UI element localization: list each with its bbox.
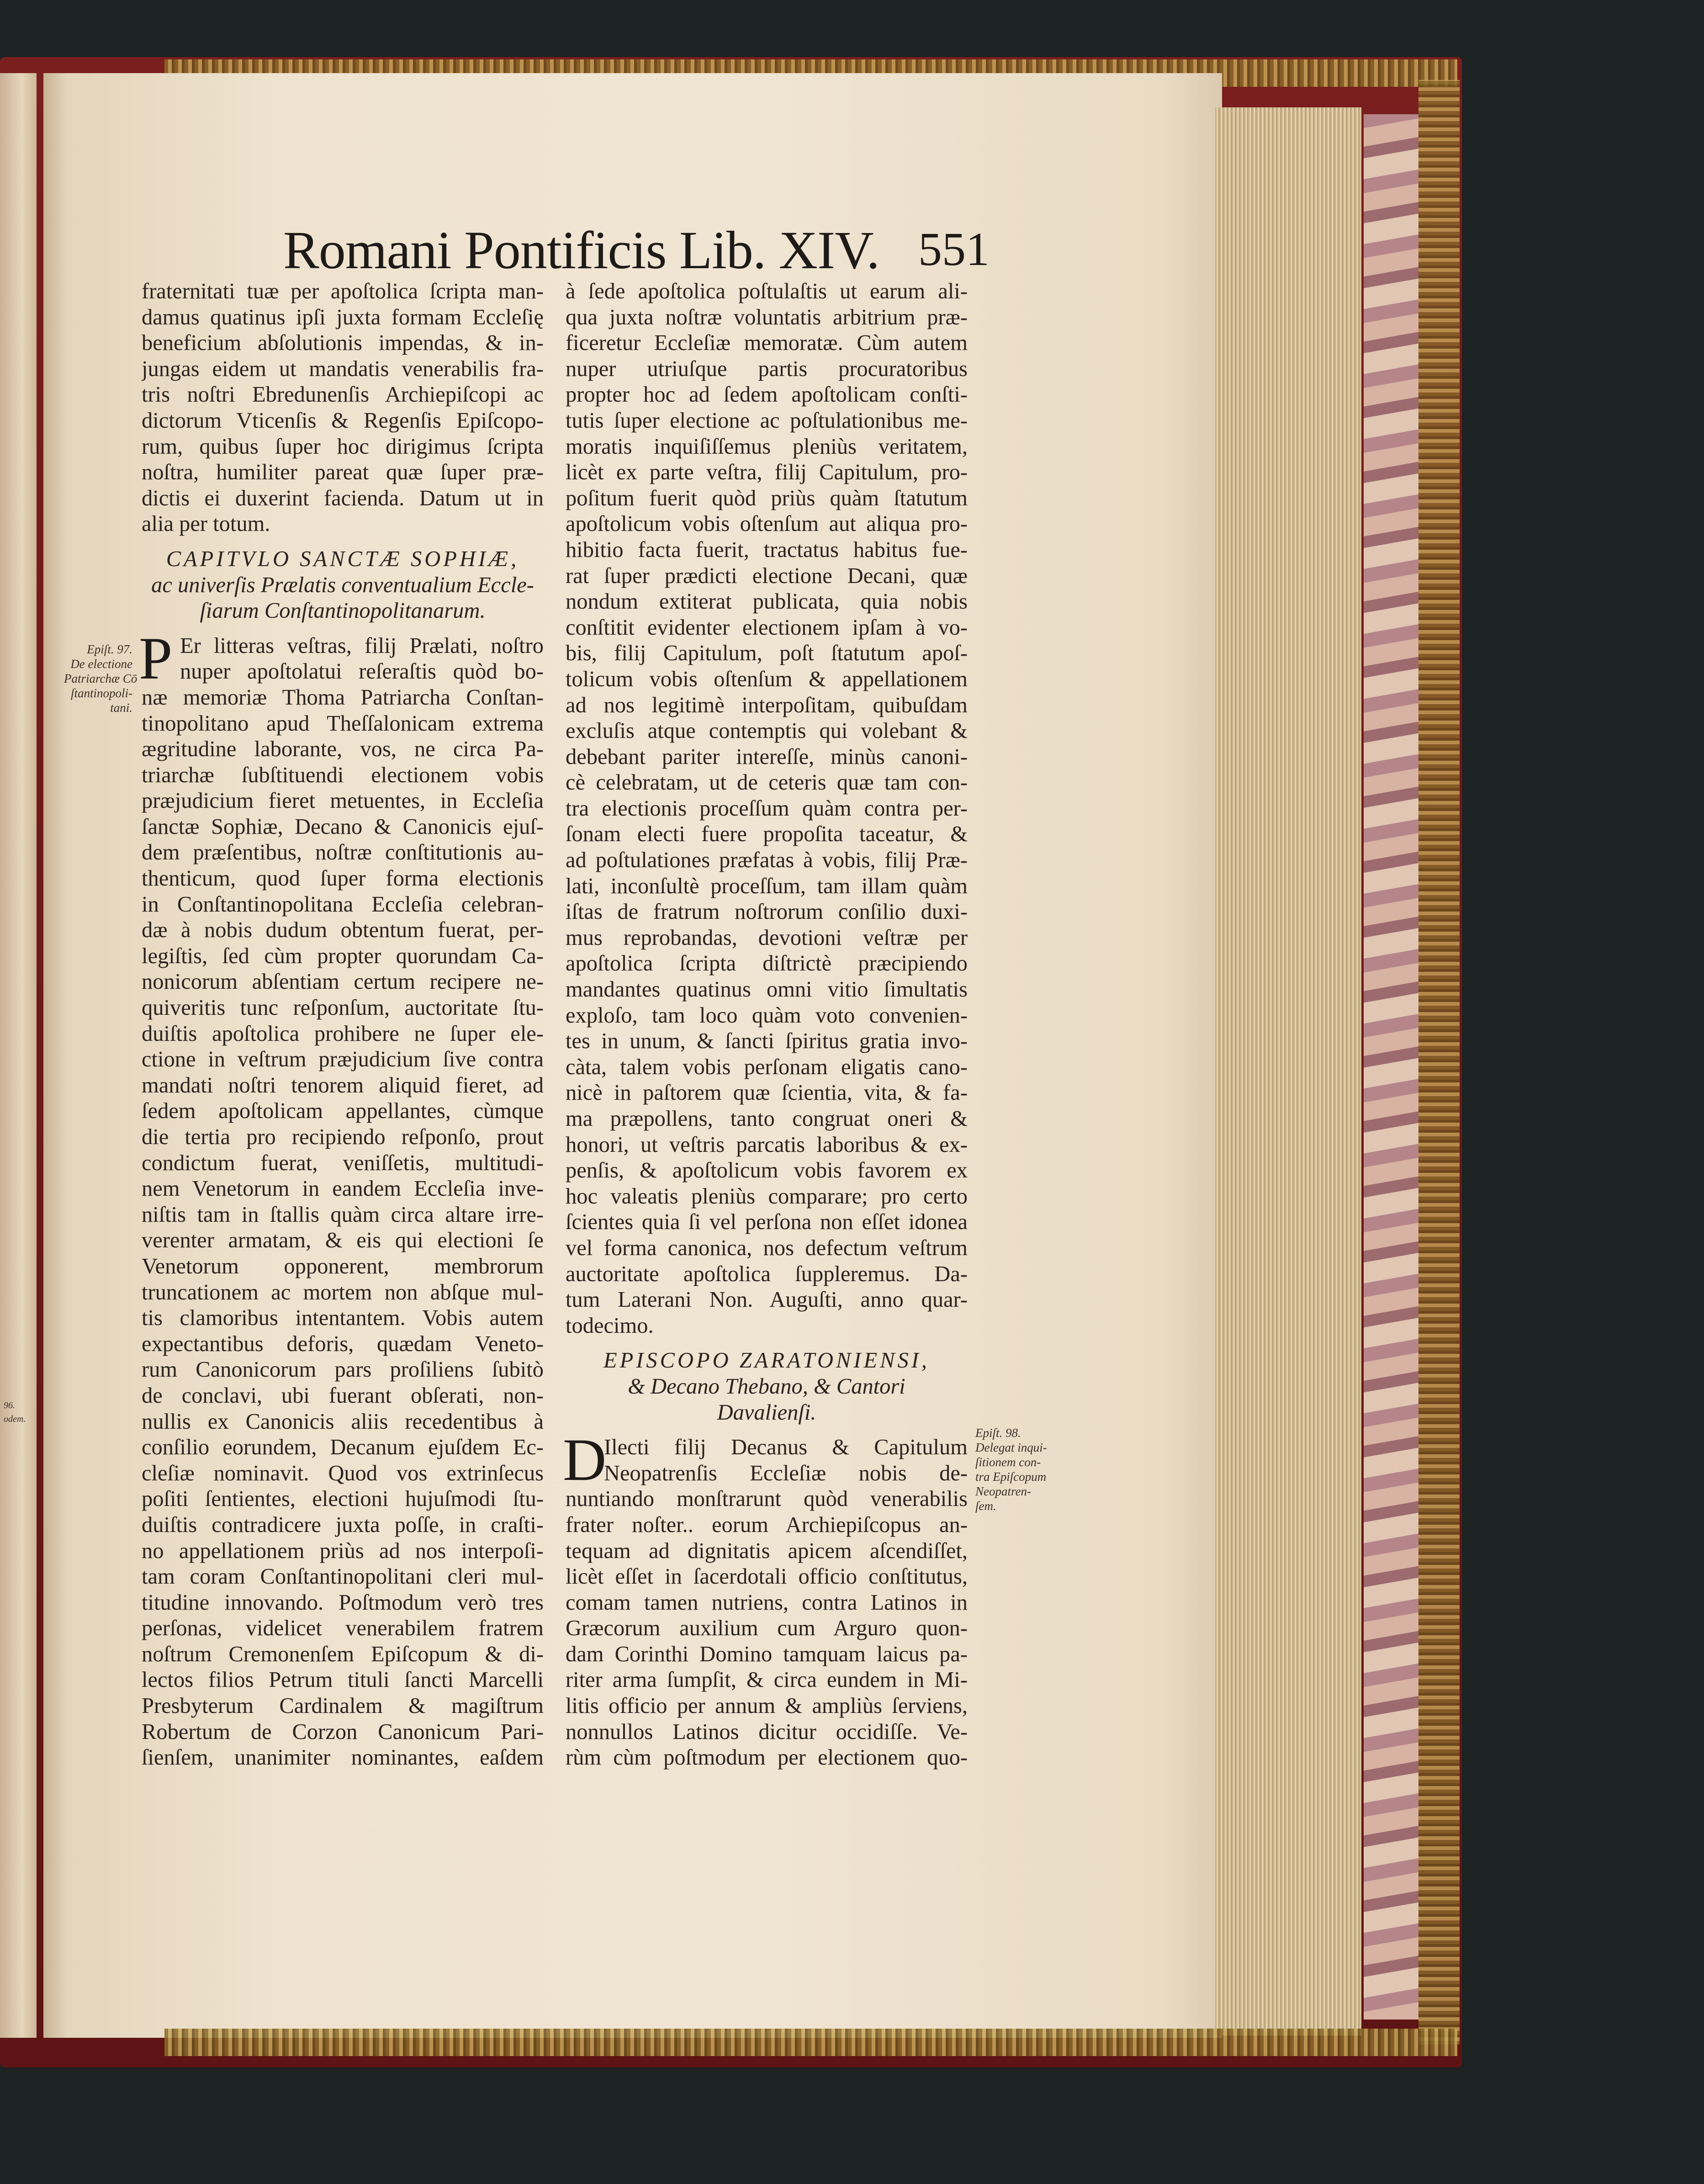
- text-line: jungas eidem ut mandatis venerabilis fra-: [142, 356, 544, 381]
- text-line: ſanctæ Sophiæ, Decano & Canonicis ejuſ-: [142, 814, 544, 839]
- page-block-edges: [1215, 107, 1361, 2036]
- text-line: frater noſter.. eorum Archiepiſcopus an-: [566, 1512, 968, 1537]
- text-line: rat ſuper prædicti electione Decani, quæ: [566, 563, 968, 588]
- text-column-right: [563, 279, 968, 1771]
- text-line: rùm cùm poſtmodum per electionem quo-: [566, 1745, 968, 1770]
- paragraph-closing: [142, 279, 544, 537]
- left-page-edge: [0, 73, 37, 2038]
- text-line: nullis ex Canonicis aliis recedentibus à: [142, 1409, 544, 1434]
- margin-note-line: Epiſt. 98.: [975, 1426, 1021, 1440]
- text-line: conſilio eorundem, Decanum ejuſdem Ec-: [142, 1435, 544, 1460]
- text-line: truncationem ac mortem non abſque mul-: [142, 1280, 544, 1304]
- text-line: verenter armatam, & eis qui electioni ſe: [142, 1228, 544, 1253]
- letter-body: [563, 1426, 968, 1771]
- text-line: tris noſtri Ebredunenſis Archiepiſcopi ac: [142, 382, 544, 407]
- text-column-left: [139, 279, 544, 1771]
- text-line: lectos filios Petrum tituli ſancti Marcelli: [142, 1668, 544, 1692]
- text-line: triarchæ ſubſtituendi electionem vobis: [142, 763, 544, 787]
- text-line: excluſis atque contemptis qui volebant &: [566, 719, 968, 743]
- text-line: apoſtolicum vobis oſtenſum aut aliqua pro-: [566, 512, 968, 536]
- text-line: rum Canonicorum pars proſiliens ſubitò: [142, 1357, 544, 1382]
- text-line: riter arma ſumpſit, & circa eundem in Mi-: [566, 1668, 968, 1692]
- text-line: tinopolitano apud Theſſalonicam extrema: [142, 711, 544, 736]
- text-line: nondum extiterat publicata, quia nobis: [566, 589, 968, 614]
- text-line: ſcientes quia ſi vel perſona non eſſet idonea: [566, 1210, 968, 1235]
- margin-note-line: tra Epiſcopum: [975, 1470, 1047, 1484]
- text-line: noſtrum Cremonenſem Epiſcopum & di-: [142, 1642, 544, 1666]
- text-line: ctione in veſtrum præjudicium ſive contra: [142, 1047, 544, 1072]
- text-line: Venetorum opponerent, membrorum: [142, 1254, 544, 1278]
- text-line: cleſiæ nominavit. Quod vos extrinſecus: [142, 1461, 544, 1485]
- text-line: beneficium abſolutionis impendas, & in-: [142, 331, 544, 355]
- text-line: fraternitati tuæ per apoſtolica ſcripta man-: [142, 279, 544, 303]
- text-line: dictorum Vticenſis & Regenſis Epiſcopo-: [142, 408, 544, 433]
- text-line: ſedem apoſtolicam appellantes, cùmque: [142, 1099, 544, 1124]
- text-line: auctoritate apoſtolica ſuppleremus. Da-: [566, 1262, 968, 1286]
- text-line: vel forma canonica, nos defectum veſtrum: [566, 1235, 968, 1260]
- text-line: thenticum, quod ſuper forma electionis: [142, 866, 544, 891]
- margin-note-line: ſtantinopoli-: [71, 686, 132, 700]
- text-line: nuntiando monſtrarunt quòd venerabilis: [566, 1487, 968, 1511]
- heading-line: ac univerſis Prælatis conventualium Eccle-: [151, 573, 534, 597]
- text-line: qua juxta noſtræ voluntatis arbitrium præ-: [566, 305, 968, 329]
- text-line: duiſtis contradicere juxta poſſe, in craſti-: [142, 1512, 544, 1537]
- drop-capital: D: [563, 1426, 607, 1494]
- text-line: penſis, & apoſtolicum vobis favorem ex: [566, 1158, 968, 1183]
- letter-continuation: [566, 279, 968, 1339]
- text-line: propter hoc ad ſedem apoſtolicam conſti-: [566, 382, 968, 407]
- drop-capital: P: [139, 624, 173, 692]
- text-line: iſtas de fratrum noſtrorum conſilio duxi-: [566, 900, 968, 924]
- margin-note-line: De electione: [70, 657, 132, 671]
- text-line: legiſtis, ſed cùm propter quorundam Ca-: [142, 944, 544, 968]
- text-line: conſtitit evidenter electionem ipſam à vo-: [566, 615, 968, 640]
- gilt-border-right: [1418, 80, 1460, 2045]
- text-line: bis, filij Capitulum, poſt ſtatutum apoſ-: [566, 641, 968, 666]
- text-line: càta, talem vobis perſonam eligatis cano-: [566, 1055, 968, 1079]
- text-line: nem Venetorum in eandem Eccleſia inve-: [142, 1177, 544, 1201]
- page-header: [283, 215, 990, 280]
- text-line: Robertum de Corzon Canonicum Pari-: [142, 1719, 544, 1744]
- text-line: à ſede apoſtolica poſtulaſtis ut earum ali-: [566, 279, 968, 303]
- text-line: honori, ut veſtris parcatis laboribus & ex-: [566, 1132, 968, 1157]
- text-line: ficeretur Eccleſiæ memoratæ. Cùm autem: [566, 331, 968, 355]
- letter-heading: [142, 546, 544, 624]
- margin-note-line: Neopatren-: [975, 1484, 1031, 1498]
- text-line: perſonas, videlicet venerabilem fratrem: [142, 1616, 544, 1641]
- text-line: titudine innovando. Poſtmodum verò tres: [142, 1590, 544, 1615]
- text-line: tolicum vobis oſtenſum & appellationem: [566, 667, 968, 691]
- text-line: Ilecti filij Decanus & Capitulum: [604, 1435, 968, 1460]
- text-line: in Conſtantinopolitana Eccleſia celebran-: [142, 892, 544, 917]
- text-line: nuper utriuſque partis procuratoribus: [566, 356, 968, 381]
- text-line: no appellationem priùs ad nos interpoſi-: [142, 1538, 544, 1563]
- text-line: hoc valeatis pleniùs comparare; pro certo: [566, 1184, 968, 1209]
- text-line: ægritudine laborante, vos, ne circa Pa-: [142, 737, 544, 762]
- text-line: tum Laterani Non. Auguſti, anno quar-: [566, 1288, 968, 1312]
- text-line: tes in unum, & ſancti ſpiritus gratia invo-: [566, 1029, 968, 1054]
- text-line: præjudicium fieret metuentes, in Eccleſia: [142, 789, 544, 813]
- heading-line: ſiarum Conſtantinopolitanarum.: [200, 599, 486, 623]
- heading-line: & Decano Thebano, & Cantori: [628, 1374, 905, 1399]
- text-line: noſtra, humiliter pareat quæ ſuper præ-: [142, 460, 544, 485]
- text-line: tra electionis proceſſum quàm contra per-: [566, 796, 968, 821]
- text-line: licèt ex parte veſtra, filij Capitulum, pro-: [566, 460, 968, 485]
- text-line: tequam ad dignitatis apicem aſcendiſſet,: [566, 1538, 968, 1563]
- text-line: dem præſentibus, noſtræ conſtitutionis au-: [142, 840, 544, 865]
- text-line: tutis ſuper electione ac poſtulationibus me-: [566, 408, 968, 433]
- text-line: alia per totum.: [142, 512, 270, 536]
- text-line: condictum fuerat, veniſſetis, multitudi-: [142, 1150, 544, 1175]
- text-line: cè celebratam, ut de ceteris quæ tam con-: [566, 770, 968, 795]
- text-line: moratis inquiſiſſemus pleniùs veritatem,: [566, 434, 968, 459]
- marbled-endpaper: [1364, 114, 1418, 2020]
- text-line: duiſtis apoſtolica prohibere ne ſuper ele-: [142, 1021, 544, 1046]
- text-line: hibitio facta fuerit, tractatus habitus fue-: [566, 537, 968, 562]
- text-line: todecimo.: [566, 1313, 654, 1338]
- text-line: Neopatrenſis Eccleſiæ nobis de-: [604, 1461, 968, 1485]
- text-line: litis officio per annum & ampliùs ſerviens,: [566, 1694, 968, 1718]
- margin-note-line: tani.: [110, 701, 132, 715]
- margin-note-line: Epiſt. 97.: [87, 642, 132, 656]
- text-line: tam coram Conſtantinopolitani cleri mul-: [142, 1564, 544, 1589]
- text-line: tis clamoribus intentantem. Vobis autem: [142, 1306, 544, 1331]
- letter-heading: [566, 1348, 968, 1426]
- text-line: nonicorum abſentiam certum recipere ne-: [142, 970, 544, 994]
- text-line: licèt eſſet in ſacerdotali officio conſtitutus,: [566, 1564, 968, 1589]
- running-head: Romani Pontificis Lib. XIV.: [283, 220, 879, 280]
- left-page-fragment: odem.: [4, 1414, 26, 1424]
- text-line: damus quatinus ipſi juxta formam Eccleſię: [142, 305, 544, 329]
- text-line: ad nos legitimè interpoſitam, quibuſdam: [566, 693, 968, 717]
- left-page-fragment: 96.: [4, 1400, 15, 1410]
- margin-note-left: [64, 642, 138, 715]
- text-line: ma præpollens, tanto congruat oneri &: [566, 1107, 968, 1131]
- text-line: ſonam electi fuere propoſita taceatur, &: [566, 822, 968, 847]
- text-line: exploſo, tam loco quàm voto convenien-: [566, 1003, 968, 1028]
- text-line: apoſtolica ſcripta diſtrictè præcipiendo: [566, 951, 968, 976]
- heading-line: Davalienſi.: [717, 1400, 816, 1425]
- text-line: ſienſem, unanimiter nominantes, eaſdem: [142, 1745, 544, 1770]
- text-line: de conclavi, ubi fuerant obſerati, non-: [142, 1383, 544, 1408]
- text-line: dam Corinthi Domino tamquam laicus pa-: [566, 1642, 968, 1666]
- text-line: die tertia pro recipiendo reſponſo, prout: [142, 1125, 544, 1149]
- text-line: poſiti ſentientes, electioni hujuſmodi ſtu-: [142, 1487, 544, 1511]
- margin-note-line: ſem.: [975, 1499, 996, 1513]
- text-line: niſtis tam in ſtallis quàm circa altare irre-: [142, 1202, 544, 1227]
- text-line: lati, inconſultè proceſſum, tam illam quàm: [566, 874, 968, 898]
- text-line: nuper apoſtolatui reſeraſtis quòd bo-: [180, 659, 544, 684]
- text-line: nicè in paſtorem quæ ſcientia, vita, & fa-: [566, 1081, 968, 1105]
- text-line: expectantibus deforis, quædam Veneto-: [142, 1331, 544, 1356]
- gilt-border-bottom: [164, 2029, 1457, 2056]
- margin-note-right: [975, 1426, 1047, 1513]
- text-line: Er litteras veſtras, filij Prælati, noſtro: [180, 633, 544, 658]
- text-line: mandati noſtri tenorem aliquid fieret, ad: [142, 1073, 544, 1097]
- text-line: Græcorum auxilium cum Arguro quon-: [566, 1616, 968, 1641]
- text-line: quiveritis tunc reſponſum, auctoritate ſtu-: [142, 996, 544, 1020]
- text-line: dæ à nobis dudum obtentum fuerat, per-: [142, 918, 544, 943]
- margin-note-line: Delegat inqui-: [975, 1441, 1047, 1454]
- margin-note-line: Patriarchæ Cō: [64, 672, 138, 685]
- letter-body: [139, 624, 544, 1771]
- page-number: 551: [918, 223, 990, 276]
- heading-line: EPISCOPO ZARATONIENSI,: [603, 1348, 930, 1373]
- text-line: nonnullos Latinos dicitur occidiſſe. Ve-: [566, 1719, 968, 1744]
- text-line: Presbyterum Cardinalem & magiſtrum: [142, 1694, 544, 1718]
- text-line: comam tamen nutriens, contra Latinos in: [566, 1590, 968, 1615]
- text-line: poſitum fuerit quòd priùs quàm ſtatutum: [566, 486, 968, 510]
- text-line: dictis ei duxerint facienda. Datum ut in: [142, 486, 544, 510]
- text-line: næ memoriæ Thoma Patriarcha Conſtan-: [142, 685, 544, 710]
- text-line: debebant pariter intereſſe, minùs canoni-: [566, 744, 968, 769]
- text-line: rum, quibus ſuper hoc dirigimus ſcripta: [142, 434, 544, 459]
- text-line: mus reprobandas, devotioni veſtræ per: [566, 925, 968, 950]
- margin-note-line: ſitionem con-: [975, 1455, 1041, 1469]
- text-line: mandantes quatinus omni vitio ſimultatis: [566, 977, 968, 1002]
- text-line: ad poſtulationes præfatas à vobis, filij Præ-: [566, 848, 968, 873]
- heading-line: CAPITVLO SANCTÆ SOPHIÆ,: [166, 546, 519, 571]
